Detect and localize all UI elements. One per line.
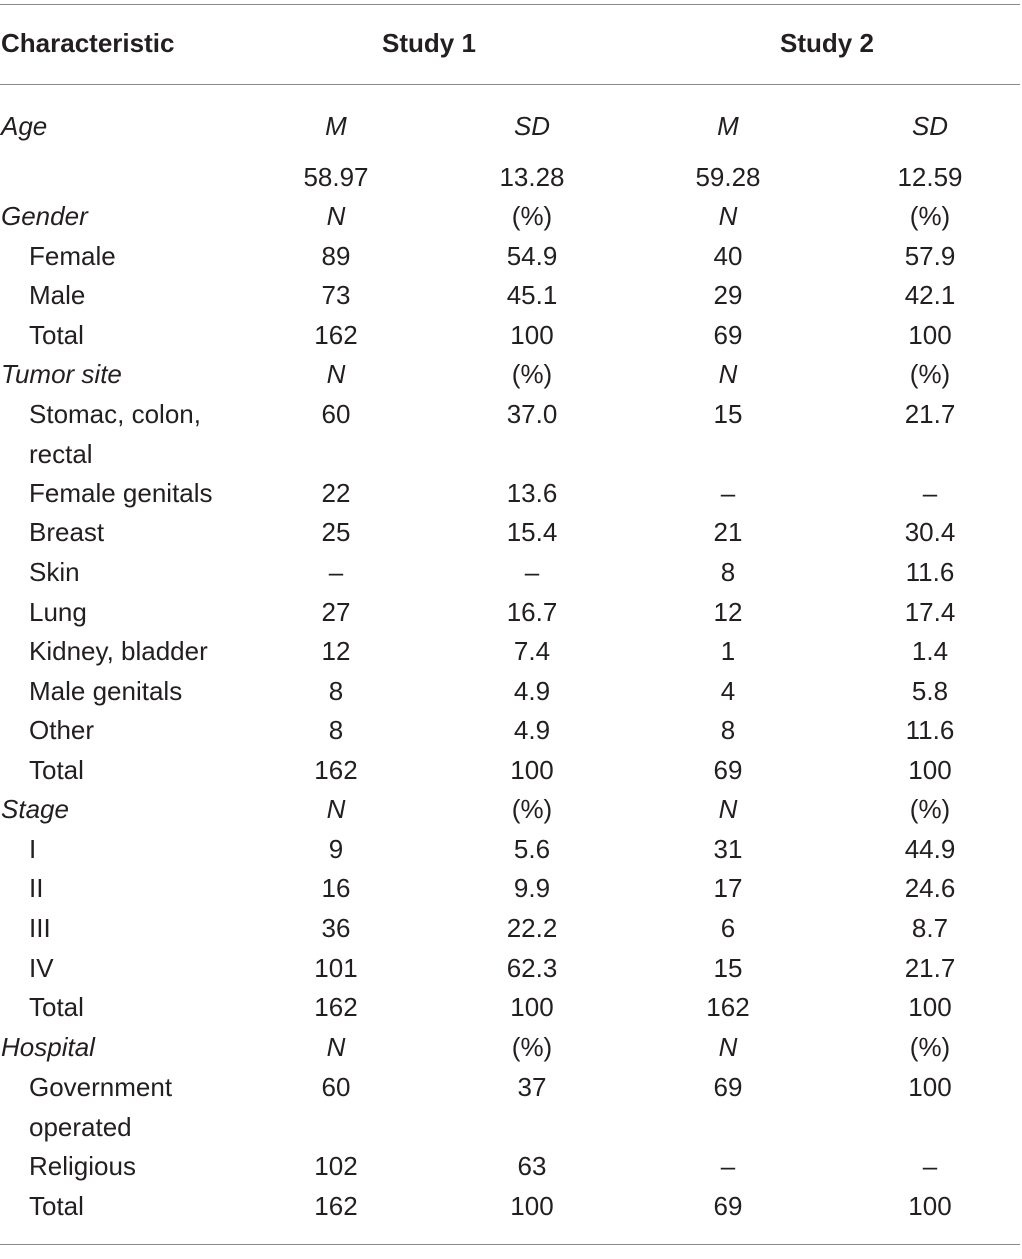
- table-cell: 17.4: [904, 597, 956, 627]
- table-row: [0, 868, 1020, 908]
- table-cell: 73: [321, 280, 351, 310]
- row-label: Other: [29, 715, 95, 745]
- table-cell: 6: [720, 913, 736, 943]
- table-cell: (%): [909, 794, 951, 824]
- table-cell: 13.6: [506, 478, 558, 508]
- table-cell: 44.9: [904, 834, 956, 864]
- table-cell: 36: [321, 913, 351, 943]
- table-cell: 8: [328, 676, 344, 706]
- section-label: Gender: [1, 201, 88, 231]
- table-row: [0, 829, 1020, 869]
- table-cell: 1: [720, 636, 736, 666]
- table-cell: 8: [328, 715, 344, 745]
- row-label: II: [29, 873, 44, 903]
- table-cell: 15: [713, 399, 743, 429]
- table-cell: 1.4: [911, 636, 949, 666]
- table-cell: –: [922, 1151, 938, 1181]
- table-cell: 63: [517, 1151, 547, 1181]
- table-cell: 37.0: [506, 399, 558, 429]
- table-cell: 22: [321, 478, 351, 508]
- table-row: [0, 592, 1020, 632]
- table-cell: 9.9: [513, 873, 551, 903]
- table-cell: 162: [314, 1191, 358, 1221]
- table-cell: (%): [511, 1032, 553, 1062]
- table-cell: M: [325, 111, 347, 141]
- table-cell: SD: [911, 111, 949, 141]
- table-cell: 16: [321, 873, 351, 903]
- table-row: [0, 157, 1020, 197]
- section-row: [0, 196, 1020, 236]
- table-cell: 100: [510, 1191, 554, 1221]
- table-cell: –: [720, 478, 736, 508]
- table-cell: N: [326, 359, 346, 389]
- table-cell: N: [718, 201, 738, 231]
- table-cell: N: [326, 201, 346, 231]
- table-row: [0, 552, 1020, 592]
- table-cell: 21.7: [904, 399, 956, 429]
- table-row: [0, 987, 1020, 1027]
- table-cell: 12: [321, 636, 351, 666]
- table-cell: 45.1: [506, 280, 558, 310]
- table-cell: 8: [720, 557, 736, 587]
- table-cell: (%): [909, 1032, 951, 1062]
- table-cell: 101: [314, 953, 358, 983]
- row-label: Government operated: [29, 1072, 173, 1142]
- table-cell: (%): [511, 201, 553, 231]
- header-bottom-rule: [0, 84, 1020, 85]
- row-label: Total: [29, 755, 84, 785]
- table-row: [0, 750, 1020, 790]
- table-cell: (%): [909, 359, 951, 389]
- table-cell: (%): [909, 201, 951, 231]
- table-cell: 60: [321, 399, 351, 429]
- table-cell: 21.7: [904, 953, 956, 983]
- table-row: [0, 908, 1020, 948]
- section-label: Hospital: [1, 1032, 95, 1062]
- table-cell: 25: [321, 517, 351, 547]
- table-row: [0, 710, 1020, 750]
- table-cell: –: [328, 557, 344, 587]
- row-label: Skin: [29, 557, 80, 587]
- table-row: [0, 1146, 1020, 1186]
- table-cell: 21: [713, 517, 743, 547]
- table-cell: 7.4: [513, 636, 551, 666]
- table-cell: 11.6: [905, 715, 955, 745]
- table-cell: 89: [321, 241, 351, 271]
- table-cell: N: [718, 359, 738, 389]
- table-row: [0, 512, 1020, 552]
- table-cell: 29: [713, 280, 743, 310]
- table-row: [0, 671, 1020, 711]
- table-top-rule: [0, 4, 1020, 5]
- row-label: Female genitals: [29, 478, 213, 508]
- table-cell: 69: [713, 1191, 743, 1221]
- table-cell: 8: [720, 715, 736, 745]
- table-cell: 9: [328, 834, 344, 864]
- row-label: Total: [29, 320, 84, 350]
- section-row: [0, 789, 1020, 829]
- table-cell: N: [326, 794, 346, 824]
- table-cell: –: [720, 1151, 736, 1181]
- table-cell: N: [718, 794, 738, 824]
- table-bottom-rule: [0, 1244, 1020, 1245]
- row-label: Stomac, colon, rectal: [29, 399, 201, 469]
- table-cell: 57.9: [904, 241, 956, 271]
- table-row: [0, 236, 1020, 276]
- section-label: Age: [1, 111, 48, 141]
- table-row: [0, 394, 1020, 473]
- section-row: [0, 354, 1020, 394]
- table-cell: 162: [314, 320, 358, 350]
- table-cell: 15: [713, 953, 743, 983]
- table-row: [0, 275, 1020, 315]
- table-cell: 27: [321, 597, 351, 627]
- table-cell: 62.3: [506, 953, 558, 983]
- table-row: [0, 948, 1020, 988]
- table-cell: 13.28: [499, 162, 565, 192]
- table-cell: (%): [511, 359, 553, 389]
- table-cell: 54.9: [506, 241, 558, 271]
- header-study-2: Study 2: [780, 28, 874, 58]
- table-row: [0, 315, 1020, 355]
- table-cell: 24.6: [904, 873, 956, 903]
- table-cell: SD: [513, 111, 551, 141]
- table-cell: 59.28: [695, 162, 761, 192]
- table-cell: M: [717, 111, 739, 141]
- table-cell: 15.4: [506, 517, 558, 547]
- row-label: IV: [29, 953, 54, 983]
- table-cell: 100: [510, 320, 554, 350]
- table-cell: 4.9: [513, 676, 551, 706]
- table-cell: 69: [713, 755, 743, 785]
- table-cell: 69: [713, 320, 743, 350]
- table-cell: 16.7: [506, 597, 558, 627]
- table-cell: 37: [517, 1072, 547, 1102]
- table-row: [0, 631, 1020, 671]
- table-cell: 100: [510, 755, 554, 785]
- table-cell: 60: [321, 1072, 351, 1102]
- table-row: [0, 1186, 1020, 1226]
- table-cell: 100: [908, 1072, 952, 1102]
- table-row: [0, 1067, 1020, 1146]
- table-cell: 102: [314, 1151, 358, 1181]
- row-label: Kidney, bladder: [29, 636, 208, 666]
- row-label: Male genitals: [29, 676, 183, 706]
- row-label: I: [29, 834, 37, 864]
- row-label: Male: [29, 280, 86, 310]
- section-label: Tumor site: [1, 359, 122, 389]
- row-label: Total: [29, 1191, 84, 1221]
- table-cell: 11.6: [905, 557, 955, 587]
- table-cell: 31: [713, 834, 743, 864]
- section-label: Stage: [1, 794, 69, 824]
- table-cell: 100: [908, 1191, 952, 1221]
- row-label: Breast: [29, 517, 105, 547]
- table-cell: –: [922, 478, 938, 508]
- table-cell: 100: [908, 992, 952, 1022]
- table-cell: 42.1: [904, 280, 956, 310]
- table-cell: 4: [720, 676, 736, 706]
- table-cell: 162: [314, 755, 358, 785]
- table-cell: 30.4: [904, 517, 956, 547]
- row-label: Lung: [29, 597, 87, 627]
- table-cell: (%): [511, 794, 553, 824]
- table-cell: 12.59: [897, 162, 963, 192]
- table-cell: 12: [713, 597, 743, 627]
- row-label: Total: [29, 992, 84, 1022]
- section-row: [0, 1027, 1020, 1067]
- row-label: Religious: [29, 1151, 136, 1181]
- row-label: III: [29, 913, 51, 943]
- table-cell: N: [718, 1032, 738, 1062]
- table-cell: 162: [706, 992, 750, 1022]
- table-cell: 4.9: [513, 715, 551, 745]
- header-characteristic: Characteristic: [1, 28, 175, 58]
- table-cell: 69: [713, 1072, 743, 1102]
- table-cell: 100: [908, 320, 952, 350]
- table-cell: 8.7: [911, 913, 949, 943]
- table-cell: 40: [713, 241, 743, 271]
- row-label: Female: [29, 241, 116, 271]
- table-cell: 5.6: [513, 834, 551, 864]
- table-cell: 5.8: [911, 676, 949, 706]
- table-row: [0, 473, 1020, 513]
- table-cell: –: [524, 557, 540, 587]
- table-cell: 22.2: [506, 913, 558, 943]
- table-cell: N: [326, 1032, 346, 1062]
- table-cell: 162: [314, 992, 358, 1022]
- section-row: [0, 106, 1020, 146]
- table-cell: 17: [713, 873, 743, 903]
- table-cell: 100: [510, 992, 554, 1022]
- table-cell: 58.97: [303, 162, 369, 192]
- table-cell: 100: [908, 755, 952, 785]
- header-study-1: Study 1: [382, 28, 476, 58]
